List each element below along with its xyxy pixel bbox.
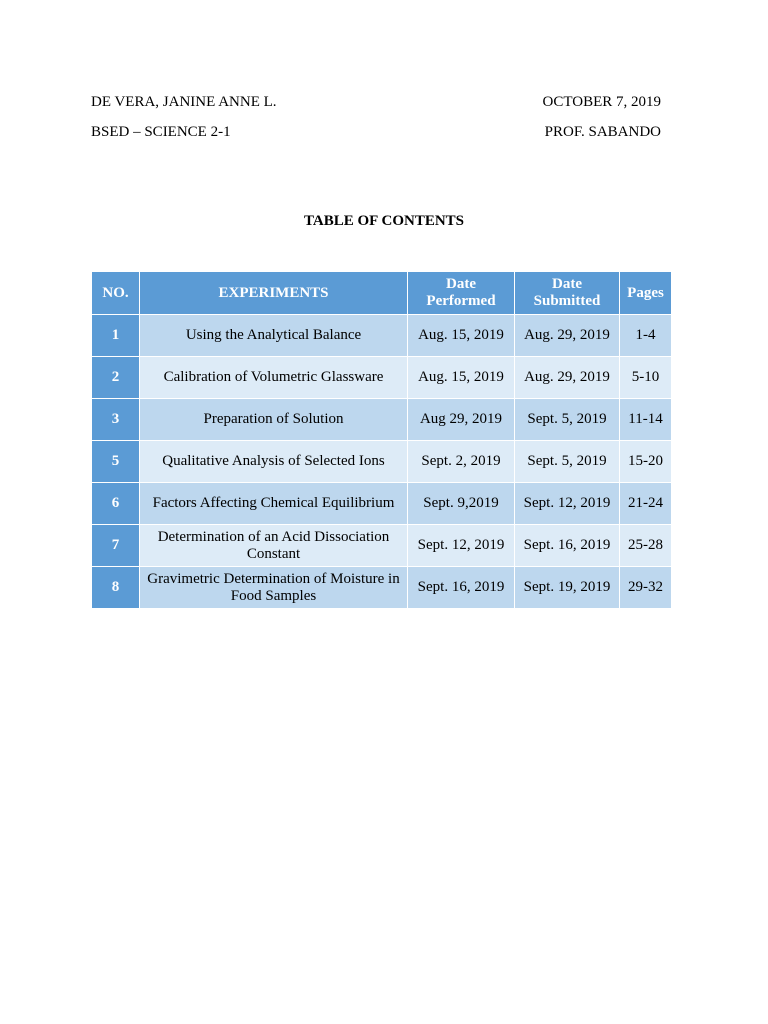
student-name: DE VERA, JANINE ANNE L.	[91, 94, 277, 110]
experiment-title: Calibration of Volumetric Glassware	[140, 357, 408, 399]
page-range: 21-24	[620, 483, 672, 525]
row-number: 8	[92, 567, 140, 609]
date-performed-line1: Date	[446, 276, 476, 292]
date-performed: Sept. 12, 2019	[408, 525, 515, 567]
column-header-experiments: EXPERIMENTS	[140, 272, 408, 315]
date-submitted: Sept. 12, 2019	[515, 483, 620, 525]
page-range: 25-28	[620, 525, 672, 567]
table-row	[92, 357, 672, 399]
date-submitted: Sept. 16, 2019	[515, 525, 620, 567]
table-row	[92, 441, 672, 483]
column-header-date-performed	[408, 272, 515, 315]
page-range: 29-32	[620, 567, 672, 609]
experiment-title: Qualitative Analysis of Selected Ions	[140, 441, 408, 483]
table-row	[92, 483, 672, 525]
document-date: OCTOBER 7, 2019	[542, 94, 661, 110]
date-performed: Aug. 15, 2019	[408, 357, 515, 399]
row-number: 1	[92, 315, 140, 357]
date-performed: Aug. 15, 2019	[408, 315, 515, 357]
row-number: 5	[92, 441, 140, 483]
row-number: 2	[92, 357, 140, 399]
table-row	[92, 315, 672, 357]
date-submitted: Sept. 5, 2019	[515, 441, 620, 483]
experiment-title: Gravimetric Determination of Moisture in Food Samples	[140, 567, 408, 609]
date-submitted-line2: Submitted	[533, 293, 601, 309]
row-number: 7	[92, 525, 140, 567]
page-range: 11-14	[620, 399, 672, 441]
column-header-no: NO.	[92, 272, 140, 315]
date-submitted: Sept. 19, 2019	[515, 567, 620, 609]
table-header-row	[92, 272, 672, 315]
page-title: TABLE OF CONTENTS	[303, 213, 465, 229]
date-submitted: Sept. 5, 2019	[515, 399, 620, 441]
table-of-contents	[91, 271, 672, 609]
column-header-pages: Pages	[620, 272, 672, 315]
experiment-title: Factors Affecting Chemical Equilibrium	[140, 483, 408, 525]
experiment-title: Determination of an Acid Dissociation Constant	[140, 525, 408, 567]
table-row	[92, 567, 672, 609]
row-number: 6	[92, 483, 140, 525]
professor-name: PROF. SABANDO	[544, 124, 661, 140]
date-submitted: Aug. 29, 2019	[515, 357, 620, 399]
row-number: 3	[92, 399, 140, 441]
table-row	[92, 399, 672, 441]
page-range: 5-10	[620, 357, 672, 399]
course-section: BSED – SCIENCE 2-1	[91, 124, 231, 140]
column-header-date-submitted	[515, 272, 620, 315]
date-performed-line2: Performed	[426, 293, 496, 309]
date-performed: Sept. 16, 2019	[408, 567, 515, 609]
table-row	[92, 525, 672, 567]
page-range: 15-20	[620, 441, 672, 483]
experiment-title: Using the Analytical Balance	[140, 315, 408, 357]
date-submitted: Aug. 29, 2019	[515, 315, 620, 357]
experiment-title: Preparation of Solution	[140, 399, 408, 441]
date-submitted-line1: Date	[552, 276, 582, 292]
date-performed: Sept. 9,2019	[408, 483, 515, 525]
page-range: 1-4	[620, 315, 672, 357]
date-performed: Aug 29, 2019	[408, 399, 515, 441]
date-performed: Sept. 2, 2019	[408, 441, 515, 483]
